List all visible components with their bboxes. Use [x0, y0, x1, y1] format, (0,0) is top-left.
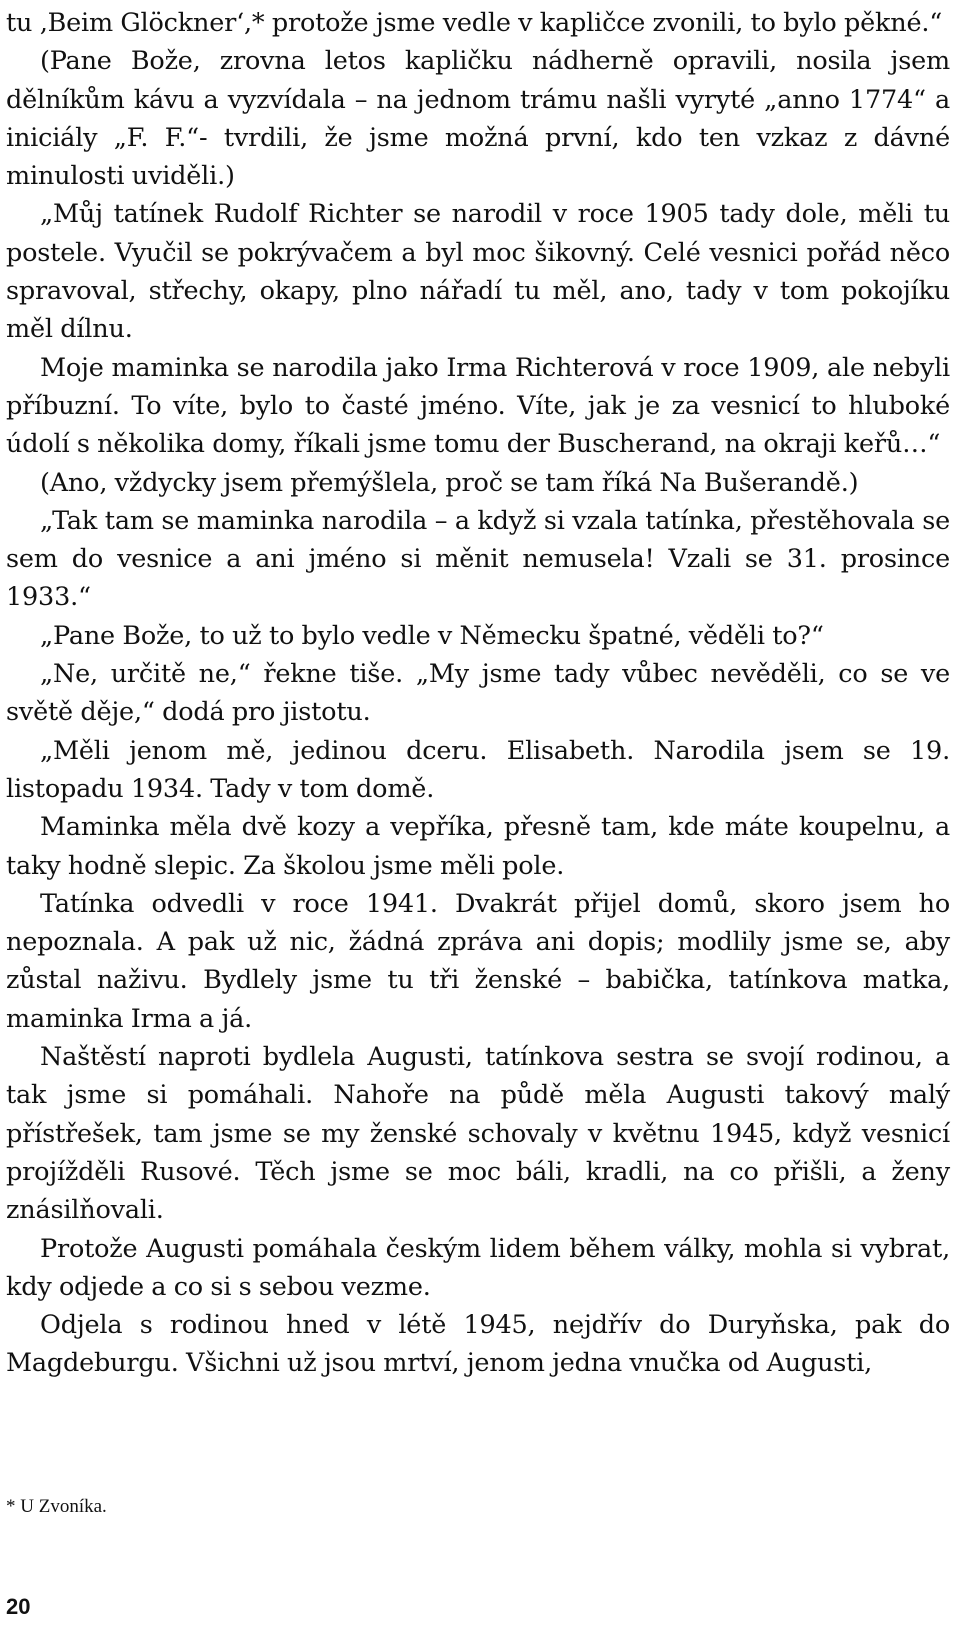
paragraph: „Můj tatínek Rudolf Richter se narodil v roce 1905 tady dole, měli tu postele. Vyučil se pokrývačem a byl moc šikovný. Celé vesnici pořád něco spravoval, střechy, okapy, plno nářadí tu měl, ano, tady v tom pokojíku měl dílnu. [6, 199, 950, 345]
paragraph: tu ‚Beim Glöckner‘,* protože jsme vedle v kapličce zvonili, to bylo pěkné.“ [6, 8, 943, 38]
paragraph: „Tak tam se maminka narodila – a když si vzala tatínka, přestěhovala se sem do vesnice a ani jméno si měnit nemusela! Vzali se 31. prosince 1933.“ [6, 505, 950, 613]
paragraph: (Ano, vždycky jsem přemýšlela, proč se tam říká Na Bušerandě.) [40, 467, 859, 498]
paragraph: Maminka měla dvě kozy a vepříka, přesně tam, kde máte koupelnu, a taky hodně slepic. Za školou jsme měli pole. [6, 812, 950, 881]
paragraph: (Pane Bože, zrovna letos kapličku nádherně opravili, nosila jsem dělníkům kávu a vyzvídala – na jednom trámu našli vyryté „anno 1774“ a iniciály „F. F.“- tvrdili, že jsme možná první, kdo ten vzkaz z dávné minulosti uviděli.) [6, 46, 950, 192]
paragraph: Naštěstí naproti bydlela Augusti, tatínkova sestra se svojí rodinou, a tak jsme si pomáhali. Nahoře na půdě měla Augusti takový malý přístřešek, tam jsme se my ženské schovaly v květnu 1945, když vesnicí projížděli Rusové. Těch jsme se moc báli, kradli, na co přišli, a ženy znásilňovali. [6, 1042, 950, 1226]
footnote: * U Zvoníka. [6, 1496, 107, 1517]
page-number: 20 [6, 1594, 31, 1619]
paragraph: „Pane Bože, to už to bylo vedle v Německu špatné, věděli to?“ [40, 620, 824, 651]
paragraph: Protože Augusti pomáhala českým lidem během války, mohla si vybrat, kdy odjede a co si s sebou vezme. [6, 1233, 950, 1302]
paragraph: Moje maminka se narodila jako Irma Richterová v roce 1909, ale nebyli příbuzní. To víte, bylo to časté jméno. Víte, jak je za vesnicí to hluboké údolí s několika domy, říkali jsme tomu der Buscherand, na okraji keřů…“ [6, 352, 950, 460]
body-text [6, 4, 950, 1383]
paragraph: Tatínka odvedli v roce 1941. Dvakrát přijel domů, skoro jsem ho nepoznala. A pak už nic, žádná zpráva ani dopis; modlily jsme se, aby zůstal naživu. Bydlely jsme tu tři ženské – babička, tatínkova matka, maminka Irma a já. [6, 888, 950, 1034]
paragraph: „Ne, určitě ne,“ řekne tiše. „My jsme tady vůbec nevěděli, co se ve světě děje,“ dodá pro jistotu. [6, 659, 950, 728]
paragraph: „Měli jenom mě, jedinou dceru. Elisabeth. Narodila jsem se 19. listopadu 1934. Tady v tom domě. [6, 735, 950, 804]
paragraph: Odjela s rodinou hned v létě 1945, nejdřív do Duryňska, pak do Magdeburgu. Všichni už jsou mrtví, jenom jedna vnučka od Augusti, [6, 1310, 950, 1379]
book-page [6, 0, 956, 1637]
